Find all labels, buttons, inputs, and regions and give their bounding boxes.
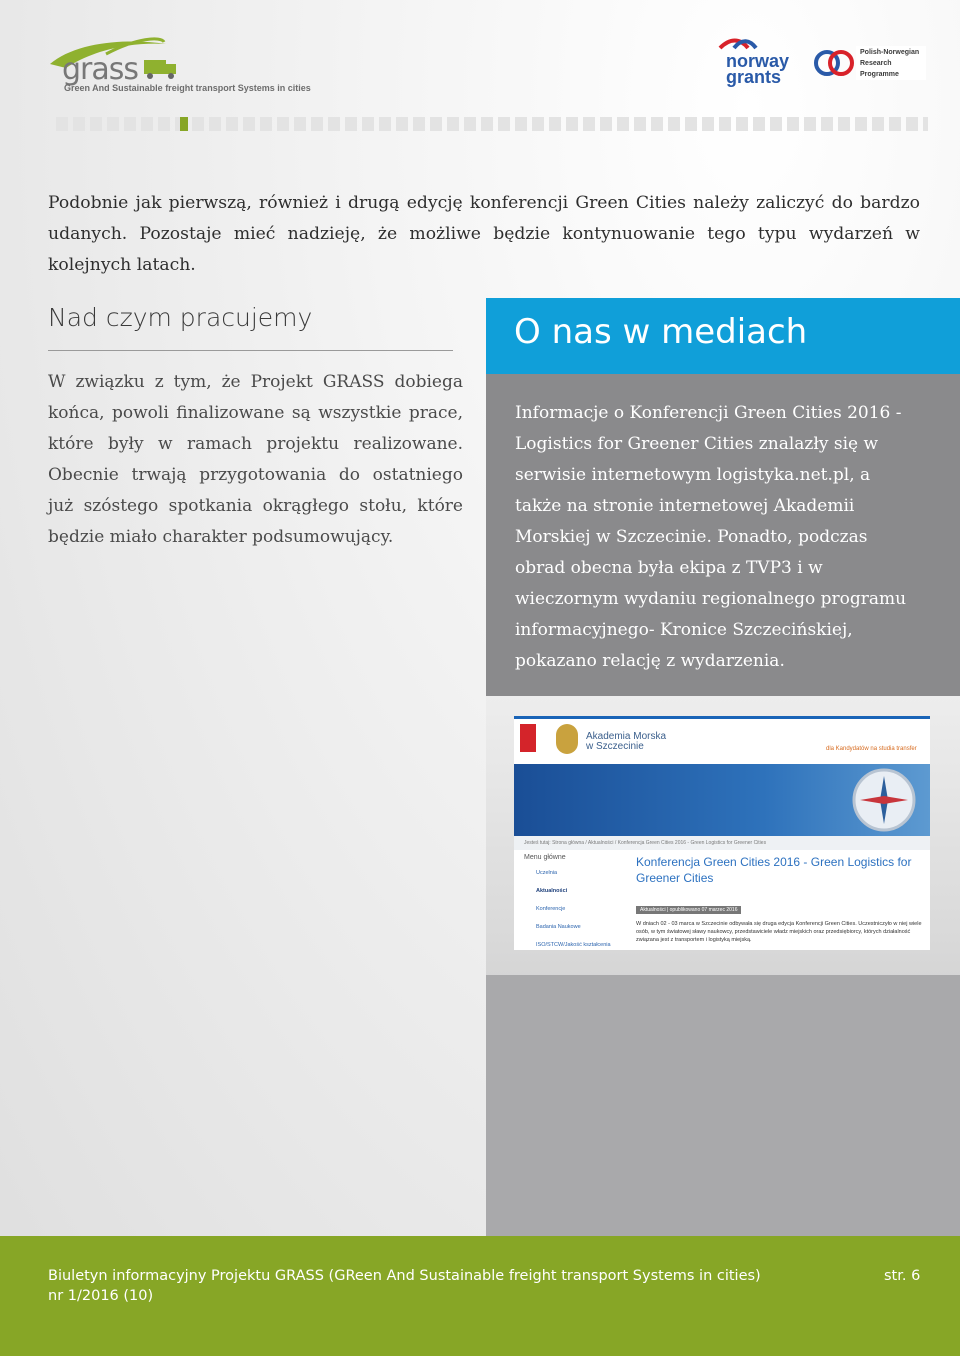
screenshot-menu-item: ISO/STCW/Jakość kształcenia [536, 942, 611, 948]
screenshot-menu-title: Menu główne [524, 854, 566, 861]
norway-grants-word-2: grants [726, 67, 782, 87]
university-seal-icon [556, 724, 578, 754]
screenshot-menu-item: Badania Naukowe [536, 924, 581, 930]
gray-lower-panel [486, 975, 960, 1236]
pnrp-line-1: Polish-Norwegian [860, 49, 920, 56]
pnrp-line-2: Research [860, 60, 892, 67]
screenshot-article-title: Konferencja Green Cities 2016 - Green Logistics for Greener Cities [636, 855, 912, 885]
site-name-line-2: w Szczecinie [586, 741, 644, 752]
heading-divider [48, 350, 453, 351]
decorative-stripe [56, 117, 928, 131]
logo-tagline: Green And Sustainable freight transport Systems in cities [64, 83, 311, 93]
footer-issue-number: nr 1/2016 (10) [48, 1288, 154, 1304]
website-screenshot [514, 716, 930, 950]
section-heading-media: O nas w mediach [514, 312, 808, 352]
section-heading-work: Nad czym pracujemy [48, 303, 313, 332]
screenshot-article-meta: Aktualności | opublikowano 07 marzec 2016 [636, 906, 741, 914]
norway-grants-word-1: norway [726, 51, 790, 71]
screenshot-breadcrumb: Jesteś tutaj: Strona główna / Aktualności / Konferencja Green Cities 2016 - Green Logistics for Greener Cities [514, 836, 930, 850]
work-paragraph: W związku z tym, że Projekt GRASS dobiega końca, powoli finalizowane są wszystkie prace, które były w ramach projektu realizowane. Obecnie trwają przygotowania do ostatniego już szóstego spotkania okrągłego stołu, które będzie miało charakter podsumowujący. [48, 372, 463, 547]
screenshot-article-excerpt: W dniach 02 - 03 marca w Szczecinie odbywała się druga edycja Konferencji Green Cities. Uczestniczyło w niej wiele osób, w tym światowej sławy naukowcy, przedstawiciele władz miejskich oraz przedsiębiorcy, których działalność związana jest z transportem i logistyką miejską. [636, 921, 922, 943]
polish-emblem-icon [520, 724, 536, 752]
page-number: str. 6 [884, 1268, 921, 1284]
polish-norwegian-rings-icon [812, 46, 858, 80]
screenshot-menu-item: Aktualności [536, 888, 568, 894]
site-name-line-1: Akademia Morska [586, 731, 667, 742]
intro-paragraph: Podobnie jak pierwszą, również i drugą edycję konferencji Green Cities należy zaliczyć do bardzo udanych. Pozostaje mieć nadzieję, że możliwe będzie kontynuowanie tego typu wydarzeń w kolejnych latach. [48, 193, 920, 275]
pnrp-line-3: Programme [860, 71, 899, 78]
compass-banner-icon [514, 764, 930, 836]
screenshot-menu-item: Konferencje [536, 906, 566, 912]
screenshot-site-name [586, 732, 666, 752]
footer-title: Biuletyn informacyjny Projektu GRASS (GReen And Sustainable freight transport Systems in cities) [48, 1268, 761, 1284]
pnrp-logo-text [860, 47, 919, 80]
media-paragraph: Informacje o Konferencji Green Cities 2016 - Logistics for Greener Cities znalazły się w serwisie internetowym logistyka.net.pl, a także na stronie internetowej Akademii Morskiej w Szczecinie. Ponadto, podczas obrad obecna była ekipa z TVP3 i w wieczornym wydaniu regionalnego programu informacyjnego- Kronice Szczecińskiej, pokazano relację z wydarzenia. [515, 403, 907, 671]
screenshot-menu-item: Uczelnia [536, 870, 558, 876]
screenshot-top-links: dla Kandydatów na studia transfer [826, 746, 917, 752]
logo-wordmark: grass [62, 52, 139, 87]
